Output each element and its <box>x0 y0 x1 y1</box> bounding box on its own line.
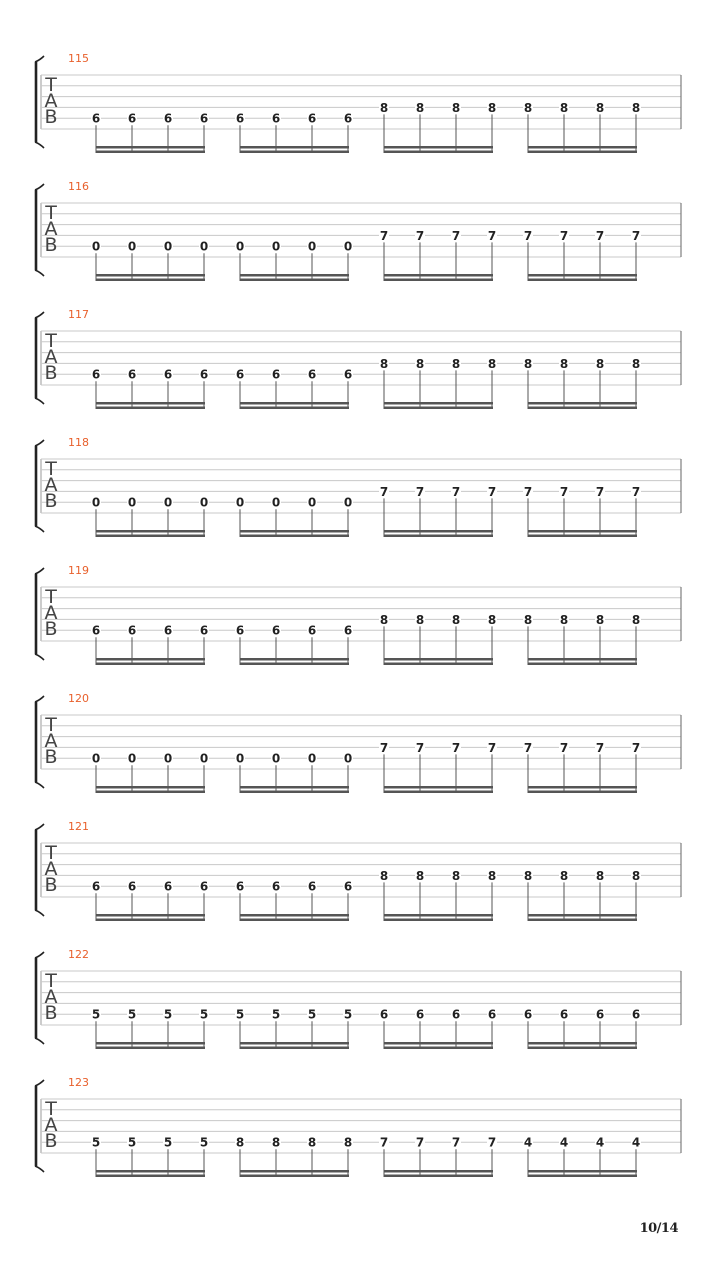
fret-number: 7 <box>487 1135 497 1150</box>
fret-number: 7 <box>451 484 461 499</box>
tab-clef-letter: T <box>45 714 57 736</box>
beam-secondary <box>96 146 205 149</box>
beam-primary <box>96 663 205 666</box>
fret-number: 7 <box>631 740 641 755</box>
fret-number: 0 <box>91 495 101 510</box>
fret-number: 0 <box>91 239 101 254</box>
beam-secondary <box>528 146 637 149</box>
page-number: 10/14 <box>639 1221 678 1236</box>
fret-number: 8 <box>451 612 461 627</box>
bracket-bottom-hook <box>35 1166 44 1172</box>
fret-number: 6 <box>343 623 353 638</box>
fret-number: 0 <box>307 495 317 510</box>
fret-number: 7 <box>379 1135 389 1150</box>
beam-secondary <box>384 914 493 917</box>
fret-number: 8 <box>487 100 497 115</box>
fret-number: 6 <box>199 111 209 126</box>
fret-number: 8 <box>559 612 569 627</box>
fret-number: 4 <box>523 1135 533 1150</box>
fret-number: 6 <box>307 879 317 894</box>
fret-number: 8 <box>559 100 569 115</box>
fret-number: 8 <box>487 868 497 883</box>
beam-secondary <box>240 658 349 661</box>
fret-number: 6 <box>91 879 101 894</box>
tab-clef-letter: T <box>45 970 57 992</box>
fret-number: 8 <box>415 100 425 115</box>
beam-primary <box>240 151 349 154</box>
fret-number: 6 <box>451 1007 461 1022</box>
fret-number: 0 <box>307 239 317 254</box>
fret-number: 8 <box>523 356 533 371</box>
fret-number: 8 <box>451 100 461 115</box>
tab-clef-letter: T <box>45 842 57 864</box>
beam-primary <box>96 535 205 538</box>
fret-number: 6 <box>235 111 245 126</box>
fret-number: 0 <box>343 751 353 766</box>
beam-primary <box>384 919 493 922</box>
beam-secondary <box>528 274 637 277</box>
beam-secondary <box>240 402 349 405</box>
measure-number: 123 <box>68 1076 89 1089</box>
fret-number: 8 <box>595 100 605 115</box>
fret-number: 7 <box>559 484 569 499</box>
beam-primary <box>528 279 637 282</box>
beam-secondary <box>528 1042 637 1045</box>
fret-number: 6 <box>343 367 353 382</box>
fret-number: 7 <box>379 740 389 755</box>
fret-number: 6 <box>307 623 317 638</box>
tab-clef-letter: B <box>44 1002 58 1024</box>
fret-number: 6 <box>199 879 209 894</box>
fret-number: 6 <box>343 879 353 894</box>
fret-number: 4 <box>595 1135 605 1150</box>
fret-number: 0 <box>235 495 245 510</box>
fret-number: 0 <box>343 239 353 254</box>
beam-primary <box>528 535 637 538</box>
tab-clef-letter: A <box>44 1114 58 1136</box>
bracket-top-hook <box>35 952 44 958</box>
tab-clef-letter: T <box>45 458 57 480</box>
bracket-bottom-hook <box>35 398 44 404</box>
beam-primary <box>528 407 637 410</box>
bracket-top-hook <box>35 824 44 830</box>
tab-clef-letter: T <box>45 586 57 608</box>
fret-number: 5 <box>127 1135 137 1150</box>
tab-clef-letter: A <box>44 858 58 880</box>
fret-number: 7 <box>523 484 533 499</box>
tab-clef-letter: B <box>44 490 58 512</box>
fret-number: 0 <box>127 495 137 510</box>
beam-primary <box>240 535 349 538</box>
fret-number: 0 <box>199 495 209 510</box>
measure-number: 115 <box>68 52 89 65</box>
fret-number: 6 <box>163 367 173 382</box>
measure-number: 117 <box>68 308 89 321</box>
beam-primary <box>240 1175 349 1178</box>
fret-number: 6 <box>91 623 101 638</box>
beam-primary <box>384 663 493 666</box>
beam-primary <box>384 1175 493 1178</box>
bracket-bottom-hook <box>35 782 44 788</box>
fret-number: 7 <box>595 228 605 243</box>
fret-number: 7 <box>379 484 389 499</box>
beam-primary <box>528 663 637 666</box>
beam-secondary <box>384 402 493 405</box>
fret-number: 7 <box>451 1135 461 1150</box>
beam-primary <box>96 791 205 794</box>
fret-number: 5 <box>163 1135 173 1150</box>
fret-number: 6 <box>379 1007 389 1022</box>
beam-secondary <box>240 146 349 149</box>
beam-secondary <box>384 1170 493 1173</box>
beam-primary <box>96 279 205 282</box>
beam-primary <box>528 1047 637 1050</box>
bracket-bottom-hook <box>35 1038 44 1044</box>
fret-number: 0 <box>235 239 245 254</box>
fret-number: 4 <box>559 1135 569 1150</box>
fret-number: 6 <box>559 1007 569 1022</box>
fret-number: 8 <box>415 612 425 627</box>
fret-number: 7 <box>487 484 497 499</box>
beam-secondary <box>96 658 205 661</box>
beam-secondary <box>240 914 349 917</box>
fret-number: 6 <box>127 367 137 382</box>
fret-number: 0 <box>271 495 281 510</box>
beam-primary <box>240 663 349 666</box>
fret-number: 6 <box>163 623 173 638</box>
beam-secondary <box>96 402 205 405</box>
fret-number: 7 <box>487 228 497 243</box>
fret-number: 7 <box>559 228 569 243</box>
fret-number: 8 <box>559 356 569 371</box>
fret-number: 6 <box>127 111 137 126</box>
fret-number: 6 <box>163 879 173 894</box>
tab-clef-letter: B <box>44 234 58 256</box>
fret-number: 6 <box>271 367 281 382</box>
tab-clef-letter: B <box>44 1130 58 1152</box>
fret-number: 6 <box>91 111 101 126</box>
fret-number: 8 <box>595 612 605 627</box>
fret-number: 0 <box>307 751 317 766</box>
beam-secondary <box>240 274 349 277</box>
tab-clef-letter: A <box>44 474 58 496</box>
fret-number: 7 <box>451 740 461 755</box>
tab-clef-letter: A <box>44 730 58 752</box>
fret-number: 6 <box>595 1007 605 1022</box>
fret-number: 6 <box>127 879 137 894</box>
beam-primary <box>384 791 493 794</box>
fret-number: 5 <box>271 1007 281 1022</box>
tab-clef-letter: T <box>45 1098 57 1120</box>
tab-clef-letter: T <box>45 330 57 352</box>
bracket-bottom-hook <box>35 526 44 532</box>
fret-number: 5 <box>199 1135 209 1150</box>
fret-number: 6 <box>307 111 317 126</box>
fret-number: 7 <box>415 1135 425 1150</box>
tab-clef-letter: A <box>44 602 58 624</box>
fret-number: 6 <box>235 367 245 382</box>
beam-primary <box>528 151 637 154</box>
tab-clef-letter: T <box>45 74 57 96</box>
measure-number: 116 <box>68 180 89 193</box>
fret-number: 8 <box>631 356 641 371</box>
fret-number: 6 <box>235 623 245 638</box>
fret-number: 6 <box>235 879 245 894</box>
bracket-top-hook <box>35 440 44 446</box>
beam-primary <box>240 791 349 794</box>
tab-clef-letter: A <box>44 90 58 112</box>
beam-secondary <box>384 1042 493 1045</box>
bracket-top-hook <box>35 696 44 702</box>
bracket-bottom-hook <box>35 142 44 148</box>
tab-clef-letter: B <box>44 362 58 384</box>
beam-secondary <box>384 786 493 789</box>
beam-secondary <box>240 1170 349 1173</box>
beam-primary <box>384 279 493 282</box>
fret-number: 7 <box>415 740 425 755</box>
fret-number: 8 <box>379 356 389 371</box>
fret-number: 6 <box>415 1007 425 1022</box>
bracket-top-hook <box>35 568 44 574</box>
tab-clef-letter: A <box>44 218 58 240</box>
fret-number: 7 <box>523 740 533 755</box>
fret-number: 6 <box>271 879 281 894</box>
beam-primary <box>528 791 637 794</box>
fret-number: 0 <box>343 495 353 510</box>
fret-number: 8 <box>523 100 533 115</box>
beam-secondary <box>384 658 493 661</box>
beam-primary <box>528 919 637 922</box>
fret-number: 8 <box>631 612 641 627</box>
beam-secondary <box>96 530 205 533</box>
fret-number: 8 <box>451 356 461 371</box>
fret-number: 6 <box>343 111 353 126</box>
beam-secondary <box>528 914 637 917</box>
fret-number: 8 <box>523 612 533 627</box>
fret-number: 6 <box>199 367 209 382</box>
beam-secondary <box>96 274 205 277</box>
fret-number: 8 <box>487 612 497 627</box>
beam-primary <box>528 1175 637 1178</box>
beam-primary <box>384 407 493 410</box>
measure-number: 119 <box>68 564 89 577</box>
fret-number: 8 <box>307 1135 317 1150</box>
beam-secondary <box>528 1170 637 1173</box>
beam-secondary <box>240 530 349 533</box>
beam-primary <box>240 279 349 282</box>
beam-secondary <box>528 402 637 405</box>
beam-primary <box>384 1047 493 1050</box>
fret-number: 8 <box>631 100 641 115</box>
fret-number: 5 <box>163 1007 173 1022</box>
fret-number: 0 <box>199 751 209 766</box>
fret-number: 8 <box>343 1135 353 1150</box>
fret-number: 8 <box>451 868 461 883</box>
beam-secondary <box>528 786 637 789</box>
fret-number: 5 <box>199 1007 209 1022</box>
fret-number: 5 <box>91 1135 101 1150</box>
fret-number: 0 <box>163 751 173 766</box>
beam-secondary <box>528 530 637 533</box>
fret-number: 7 <box>595 484 605 499</box>
fret-number: 4 <box>631 1135 641 1150</box>
beam-secondary <box>240 786 349 789</box>
beam-primary <box>384 151 493 154</box>
bracket-bottom-hook <box>35 910 44 916</box>
beam-primary <box>240 407 349 410</box>
bracket-top-hook <box>35 312 44 318</box>
fret-number: 7 <box>379 228 389 243</box>
fret-number: 7 <box>595 740 605 755</box>
bracket-bottom-hook <box>35 270 44 276</box>
beam-primary <box>240 919 349 922</box>
beam-primary <box>96 151 205 154</box>
measure-number: 122 <box>68 948 89 961</box>
fret-number: 7 <box>415 228 425 243</box>
beam-secondary <box>96 1170 205 1173</box>
fret-number: 0 <box>271 239 281 254</box>
fret-number: 6 <box>307 367 317 382</box>
fret-number: 7 <box>415 484 425 499</box>
fret-number: 8 <box>595 356 605 371</box>
fret-number: 8 <box>235 1135 245 1150</box>
fret-number: 0 <box>271 751 281 766</box>
beam-primary <box>96 1047 205 1050</box>
fret-number: 8 <box>631 868 641 883</box>
tab-clef-letter: B <box>44 618 58 640</box>
fret-number: 6 <box>91 367 101 382</box>
fret-number: 7 <box>559 740 569 755</box>
beam-secondary <box>384 274 493 277</box>
fret-number: 0 <box>199 239 209 254</box>
fret-number: 8 <box>559 868 569 883</box>
fret-number: 8 <box>271 1135 281 1150</box>
beam-secondary <box>96 1042 205 1045</box>
measure-number: 121 <box>68 820 89 833</box>
fret-number: 6 <box>163 111 173 126</box>
fret-number: 8 <box>415 356 425 371</box>
fret-number: 0 <box>163 495 173 510</box>
fret-number: 0 <box>235 751 245 766</box>
tab-clef-letter: B <box>44 874 58 896</box>
fret-number: 7 <box>523 228 533 243</box>
beam-secondary <box>384 146 493 149</box>
bracket-top-hook <box>35 184 44 190</box>
fret-number: 5 <box>307 1007 317 1022</box>
fret-number: 8 <box>379 612 389 627</box>
beam-primary <box>384 535 493 538</box>
measure-number: 120 <box>68 692 89 705</box>
fret-number: 8 <box>487 356 497 371</box>
fret-number: 6 <box>523 1007 533 1022</box>
fret-number: 0 <box>163 239 173 254</box>
measure-number: 118 <box>68 436 89 449</box>
beam-secondary <box>96 786 205 789</box>
tab-clef-letter: T <box>45 202 57 224</box>
bracket-bottom-hook <box>35 654 44 660</box>
tab-clef-letter: A <box>44 346 58 368</box>
fret-number: 5 <box>127 1007 137 1022</box>
beam-secondary <box>96 914 205 917</box>
fret-number: 6 <box>487 1007 497 1022</box>
tab-clef-letter: A <box>44 986 58 1008</box>
bracket-top-hook <box>35 56 44 62</box>
fret-number: 6 <box>199 623 209 638</box>
fret-number: 5 <box>91 1007 101 1022</box>
beam-primary <box>96 919 205 922</box>
tab-clef-letter: B <box>44 106 58 128</box>
beam-primary <box>96 407 205 410</box>
fret-number: 8 <box>415 868 425 883</box>
fret-number: 5 <box>235 1007 245 1022</box>
fret-number: 8 <box>379 868 389 883</box>
fret-number: 6 <box>631 1007 641 1022</box>
fret-number: 8 <box>379 100 389 115</box>
fret-number: 7 <box>631 228 641 243</box>
beam-secondary <box>240 1042 349 1045</box>
fret-number: 0 <box>127 239 137 254</box>
tab-clef-letter: B <box>44 746 58 768</box>
fret-number: 5 <box>343 1007 353 1022</box>
fret-number: 7 <box>487 740 497 755</box>
beam-secondary <box>528 658 637 661</box>
fret-number: 0 <box>91 751 101 766</box>
fret-number: 6 <box>271 111 281 126</box>
fret-number: 8 <box>595 868 605 883</box>
fret-number: 6 <box>271 623 281 638</box>
fret-number: 0 <box>127 751 137 766</box>
beam-secondary <box>384 530 493 533</box>
beam-primary <box>240 1047 349 1050</box>
bracket-top-hook <box>35 1080 44 1086</box>
beam-primary <box>96 1175 205 1178</box>
fret-number: 8 <box>523 868 533 883</box>
fret-number: 7 <box>451 228 461 243</box>
fret-number: 6 <box>127 623 137 638</box>
fret-number: 7 <box>631 484 641 499</box>
